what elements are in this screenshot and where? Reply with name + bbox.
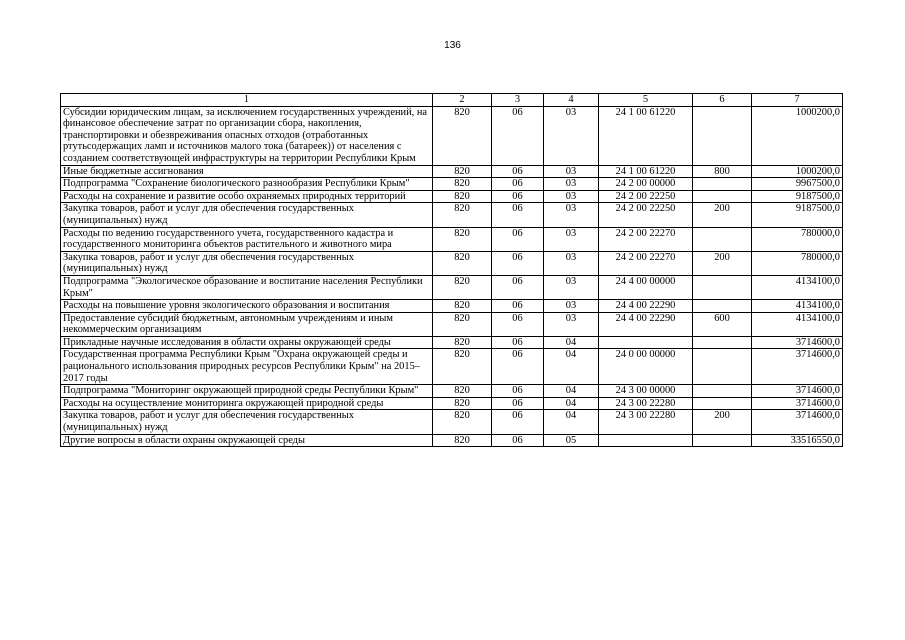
target-article: 24 3 00 22280: [599, 410, 693, 434]
section-code: 06: [492, 227, 544, 251]
table-row: [61, 385, 843, 398]
row-name: Расходы на повышение уровня экологического образования и воспитания: [61, 300, 433, 313]
table-row: [61, 434, 843, 447]
budget-table: [60, 93, 843, 447]
table-row: [61, 397, 843, 410]
ministry-code: 820: [433, 227, 492, 251]
subsection-code: 03: [544, 251, 599, 275]
ministry-code: 820: [433, 190, 492, 203]
row-name: Подпрограмма "Сохранение биологического разнообразия Республики Крым": [61, 178, 433, 191]
table-row: [61, 165, 843, 178]
section-code: 06: [492, 106, 544, 165]
expense-type: [693, 275, 752, 299]
amount: 780000,0: [752, 227, 843, 251]
section-code: 06: [492, 300, 544, 313]
table-row: [61, 300, 843, 313]
target-article: 24 3 00 00000: [599, 385, 693, 398]
table-row: [61, 190, 843, 203]
section-code: 06: [492, 434, 544, 447]
amount: 9967500,0: [752, 178, 843, 191]
subsection-code: 04: [544, 397, 599, 410]
amount: 33516550,0: [752, 434, 843, 447]
row-name: Подпрограмма "Мониторинг окружающей природной среды Республики Крым": [61, 385, 433, 398]
target-article: 24 2 00 22270: [599, 251, 693, 275]
table-row: [61, 178, 843, 191]
expense-type: [693, 190, 752, 203]
subsection-code: 03: [544, 190, 599, 203]
ministry-code: 820: [433, 312, 492, 336]
row-name: Государственная программа Республики Крым "Охрана окружающей среды и рационального использования природных ресурсов Республики Крым" на 2015–2017 годы: [61, 349, 433, 385]
expense-type: [693, 227, 752, 251]
expense-type: 200: [693, 410, 752, 434]
amount: 3714600,0: [752, 410, 843, 434]
section-code: 06: [492, 410, 544, 434]
table-body: [61, 106, 843, 447]
header-target-col: 5: [599, 94, 693, 107]
row-name: Другие вопросы в области охраны окружающей среды: [61, 434, 433, 447]
section-code: 06: [492, 397, 544, 410]
section-code: 06: [492, 165, 544, 178]
table-row: [61, 251, 843, 275]
subsection-code: 04: [544, 410, 599, 434]
section-code: 06: [492, 385, 544, 398]
subsection-code: 03: [544, 227, 599, 251]
section-code: 06: [492, 336, 544, 349]
table-row: [61, 410, 843, 434]
table-row: [61, 349, 843, 385]
ministry-code: 820: [433, 300, 492, 313]
ministry-code: 820: [433, 275, 492, 299]
header-name-col: 1: [61, 94, 433, 107]
section-code: 06: [492, 312, 544, 336]
expense-type: [693, 300, 752, 313]
expense-type: 600: [693, 312, 752, 336]
ministry-code: 820: [433, 434, 492, 447]
row-name: Закупка товаров, работ и услуг для обеспечения государственных (муниципальных) нужд: [61, 410, 433, 434]
target-article: 24 4 00 22290: [599, 300, 693, 313]
expense-type: [693, 434, 752, 447]
ministry-code: 820: [433, 385, 492, 398]
expense-type: [693, 178, 752, 191]
subsection-code: 03: [544, 178, 599, 191]
target-article: 24 3 00 22280: [599, 397, 693, 410]
ministry-code: 820: [433, 165, 492, 178]
ministry-code: 820: [433, 203, 492, 227]
subsection-code: 03: [544, 165, 599, 178]
subsection-code: 04: [544, 349, 599, 385]
table-row: [61, 106, 843, 165]
subsection-code: 04: [544, 336, 599, 349]
ministry-code: 820: [433, 251, 492, 275]
header-section-col: 3: [492, 94, 544, 107]
row-name: Предоставление субсидий бюджетным, автономным учреждениям и иным некоммерческим организациям: [61, 312, 433, 336]
amount: 9187500,0: [752, 203, 843, 227]
target-article: 24 1 00 61220: [599, 106, 693, 165]
table-row: [61, 227, 843, 251]
table-row: [61, 203, 843, 227]
amount: 1000200,0: [752, 165, 843, 178]
row-name: Расходы по ведению государственного учета, государственного кадастра и государственного мониторинга объектов растительного и животного мира: [61, 227, 433, 251]
row-name: Расходы на осуществление мониторинга окружающей природной среды: [61, 397, 433, 410]
section-code: 06: [492, 349, 544, 385]
row-name: Иные бюджетные ассигнования: [61, 165, 433, 178]
section-code: 06: [492, 178, 544, 191]
subsection-code: 03: [544, 203, 599, 227]
ministry-code: 820: [433, 349, 492, 385]
amount: 9187500,0: [752, 190, 843, 203]
subsection-code: 04: [544, 385, 599, 398]
expense-type: [693, 349, 752, 385]
header-ministry-col: 2: [433, 94, 492, 107]
amount: 3714600,0: [752, 397, 843, 410]
row-name: Закупка товаров, работ и услуг для обеспечения государственных (муниципальных) нужд: [61, 251, 433, 275]
row-name: Субсидии юридическим лицам, за исключением государственных учреждений, на финансовое обеспечение затрат по организации сбора, накопления, транспортировки и обезвреживания опасных отходов (отработанных ртутьсодержащих ламп и источников малого тока (батареек)) от населения с созданием соответствующей инфраструктуры на территории Республики Крым: [61, 106, 433, 165]
table-header: [61, 94, 843, 107]
table-row: [61, 312, 843, 336]
target-article: 24 2 00 22250: [599, 190, 693, 203]
target-article: 24 1 00 61220: [599, 165, 693, 178]
ministry-code: 820: [433, 106, 492, 165]
row-name: Подпрограмма "Экологическое образование и воспитание населения Республики Крым": [61, 275, 433, 299]
target-article: 24 2 00 22250: [599, 203, 693, 227]
subsection-code: 03: [544, 300, 599, 313]
expense-type: [693, 336, 752, 349]
target-article: [599, 336, 693, 349]
row-name: Прикладные научные исследования в области охраны окружающей среды: [61, 336, 433, 349]
header-subsection-col: 4: [544, 94, 599, 107]
amount: 780000,0: [752, 251, 843, 275]
amount: 4134100,0: [752, 312, 843, 336]
table-row: [61, 275, 843, 299]
amount: 4134100,0: [752, 300, 843, 313]
target-article: [599, 434, 693, 447]
header-row: [61, 94, 843, 107]
subsection-code: 03: [544, 312, 599, 336]
target-article: 24 4 00 00000: [599, 275, 693, 299]
subsection-code: 05: [544, 434, 599, 447]
header-amount-col: 7: [752, 94, 843, 107]
amount: 3714600,0: [752, 349, 843, 385]
amount: 3714600,0: [752, 385, 843, 398]
amount: 3714600,0: [752, 336, 843, 349]
subsection-code: 03: [544, 275, 599, 299]
ministry-code: 820: [433, 397, 492, 410]
target-article: 24 2 00 00000: [599, 178, 693, 191]
target-article: 24 0 00 00000: [599, 349, 693, 385]
table-row: [61, 336, 843, 349]
header-expense-type-col: 6: [693, 94, 752, 107]
amount: 1000200,0: [752, 106, 843, 165]
ministry-code: 820: [433, 178, 492, 191]
section-code: 06: [492, 203, 544, 227]
expense-type: [693, 106, 752, 165]
amount: 4134100,0: [752, 275, 843, 299]
subsection-code: 03: [544, 106, 599, 165]
expense-type: 200: [693, 251, 752, 275]
section-code: 06: [492, 190, 544, 203]
page-number: 136: [444, 40, 461, 51]
target-article: 24 2 00 22270: [599, 227, 693, 251]
row-name: Закупка товаров, работ и услуг для обеспечения государственных (муниципальных) нужд: [61, 203, 433, 227]
ministry-code: 820: [433, 336, 492, 349]
row-name: Расходы на сохранение и развитие особо охраняемых природных территорий: [61, 190, 433, 203]
ministry-code: 820: [433, 410, 492, 434]
section-code: 06: [492, 275, 544, 299]
expense-type: 200: [693, 203, 752, 227]
expense-type: [693, 385, 752, 398]
expense-type: 800: [693, 165, 752, 178]
target-article: 24 4 00 22290: [599, 312, 693, 336]
expense-type: [693, 397, 752, 410]
section-code: 06: [492, 251, 544, 275]
